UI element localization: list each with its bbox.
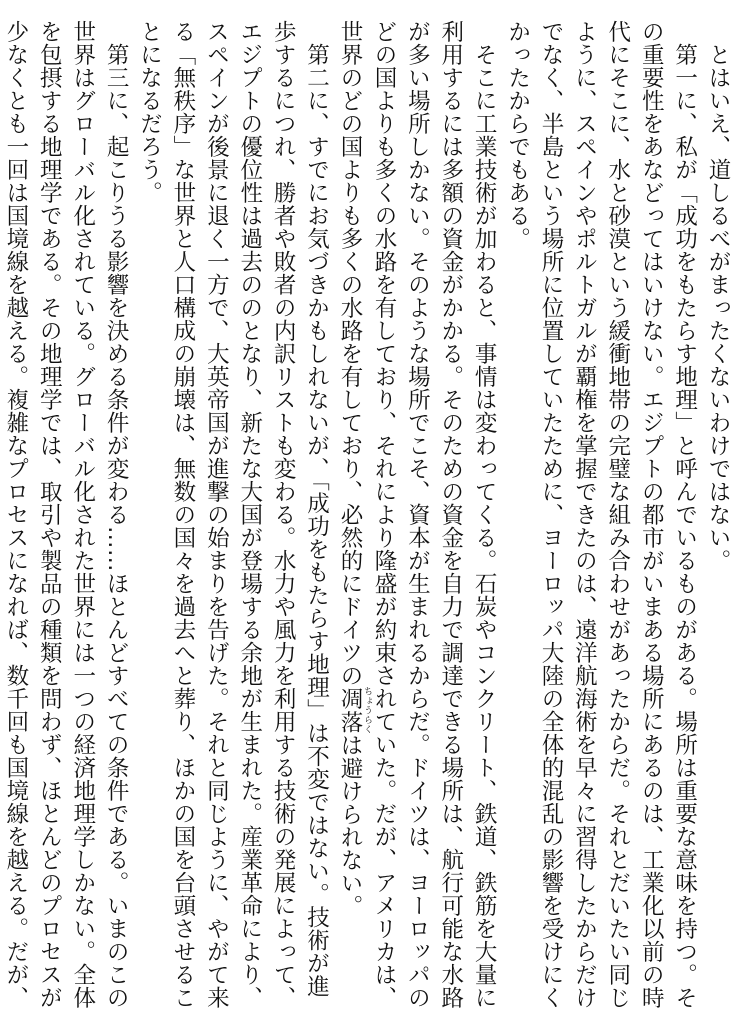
paragraph-5: 第三に、起こりうる影響を決める条件が変わる……ほとんどすべての条件である。いまのこの世界はグローバル化されている。グローバル化された世界には一つの経済地理学しかない。全体を包摂する地理学である。その地理学では、取引や製品の種類を問わず、ほとんどのプロセスが少なくとも一回は国境線を越える。複雑なプロセスになれば、数千回も国境線を越える。だが、 <box>2 20 130 1009</box>
vertical-text-body <box>2 20 734 1010</box>
paragraph-4: 第二に、すでにお気づきかもしれないが、「成功をもたらす地理」は不変ではない。技術が進歩するにつれ、勝者や敗者の内訳リストも変わる。水力や風力を利用する技術の発展によって、エジプトの優位性は過去ののとなり、新たな大国が登場する余地が生まれた。産業革命により、スペインが後景に退く一方で、大英帝国が進撃の始まりを告げた。それと同じように、やがて来る「無秩序」な世界と人口構成の崩壊は、無数の国々を過去へと葬り、ほかの国を台頭させることになるだろう。 <box>136 20 330 1009</box>
paragraph-3-tail: は避けられない。 <box>336 733 363 918</box>
paragraph-2: 第一に、私が「成功をもたらす地理」と呼んでいるものがある。場所は重要な意味を持つ。その重要性をあなどってはいけない。エジプトの都市がいまある場所にあるのは、工業化以前の時代にそこに、水と砂漠という緩衝地帯の完璧な組み合わせがあったからだ。それとだいたい同じように、スペインやポルトガルが覇権を掌握できたのは、遠洋航海術を早々に習得したからだけでなく、半島という場所に位置していたために、ヨーロッパ大陸の全体的混乱の影響を受けにくかったからでもある。 <box>504 20 698 1009</box>
ruby-reading: ちょうらく <box>361 686 372 735</box>
paragraph-3 <box>333 20 501 1010</box>
paragraph-3-text: そこに工業技術が加わると、事情は変わってくる。石炭やコンクリート、鉄道、鉄筋を大量に利用するには多額の資金がかかる。そのための資金を自力で調達できる場所は、航行可能な水路が多い場所しかない。そのような場所でこそ、資本が生まれるからだ。ドイツは、ヨーロッパのどの国よりも多くの水路を有しており、それにより隆盛が約束されていた。だが、アメリカは、世界のどの国よりも多くの水路を有しており、必然的にドイツの <box>336 20 498 1009</box>
ruby-annotation <box>336 686 372 735</box>
paragraph-1: とはいえ、道しるべがまったくないわけではない。 <box>705 42 731 572</box>
ruby-base: 凋落 <box>336 686 363 735</box>
